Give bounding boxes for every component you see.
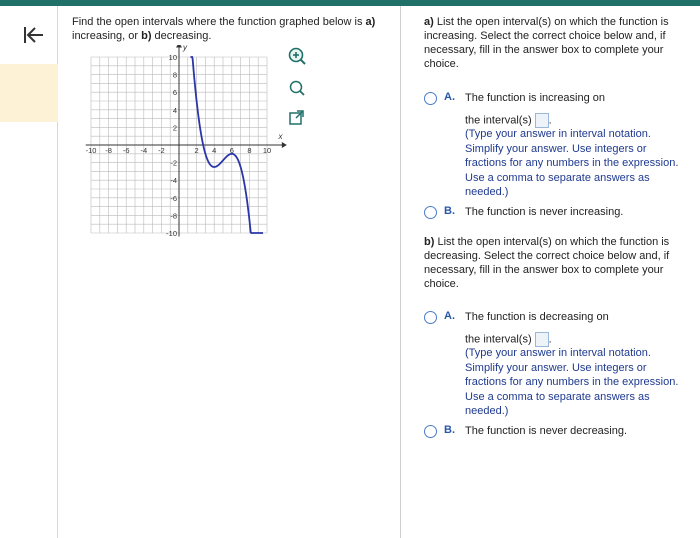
- part-a-option-a[interactable]: [424, 91, 690, 201]
- part-b-option-b-radio[interactable]: [424, 425, 437, 438]
- y-tick-label: -4: [170, 176, 177, 186]
- zoom-out-icon: [287, 78, 307, 98]
- interval-line: the interval(s) .: [465, 114, 552, 127]
- part-b-option-b[interactable]: [424, 424, 690, 440]
- part-a-answer-box[interactable]: [535, 113, 549, 128]
- zoom-in-icon: [287, 46, 307, 66]
- x-axis-label: x: [278, 132, 283, 141]
- option-text: The function is decreasing on: [465, 311, 609, 323]
- x-axis-arrow: [282, 142, 287, 148]
- y-tick-label: 4: [172, 105, 177, 115]
- part-b-hint: (Type your answer in interval notation. Simplify your answer. Use integers or fractions for any numbers in the expression. Use a comma to separate answers as needed.): [465, 347, 679, 418]
- y-tick-label: -2: [170, 158, 177, 168]
- x-tick-label: 2: [194, 146, 199, 155]
- zoom-in-button[interactable]: [287, 46, 307, 66]
- x-tick-label: -2: [158, 146, 165, 155]
- option-text: The function is increasing on: [465, 92, 606, 104]
- back-to-start-icon: [22, 24, 46, 46]
- panel-divider: [400, 6, 401, 538]
- x-tick-label: -4: [140, 146, 148, 155]
- option-text: The function is never increasing.: [465, 206, 624, 218]
- y-tick-label: 2: [172, 123, 177, 133]
- y-tick-label: -10: [166, 229, 177, 238]
- part-b-answer-box[interactable]: [535, 332, 549, 347]
- option-text: The function is never decreasing.: [465, 425, 628, 437]
- interval-line: the interval(s) .: [465, 333, 552, 346]
- y-tick-label: -6: [170, 193, 177, 203]
- x-tick-label: -8: [105, 146, 112, 155]
- x-tick-label: -6: [122, 146, 130, 155]
- part-a-hint: (Type your answer in interval notation. Simplify your answer. Use integers or fractions for any numbers in the expression. Use a comma to separate answers as needed.): [465, 128, 679, 199]
- x-tick-label: 4: [212, 146, 217, 155]
- rail-highlight: [0, 64, 58, 122]
- top-accent-bar: [0, 0, 700, 6]
- y-tick-label: 8: [172, 70, 177, 80]
- popout-button[interactable]: [287, 108, 307, 128]
- x-tick-label: 8: [247, 146, 252, 155]
- part-b-option-a-radio[interactable]: [424, 311, 437, 324]
- x-tick-label: 10: [262, 146, 272, 155]
- option-letter: A.: [444, 310, 455, 322]
- part-a-option-a-radio[interactable]: [424, 92, 437, 105]
- x-tick-label: -10: [85, 146, 97, 155]
- y-tick-label: 10: [168, 53, 177, 62]
- function-graph: [72, 45, 287, 248]
- part-a-option-b[interactable]: [424, 205, 690, 221]
- question-text: Find the open intervals where the function graphed below is a) increasing, or b) decreasing.: [72, 16, 376, 42]
- y-tick-label: 6: [172, 88, 177, 98]
- part-a-prompt: a) List the open interval(s) on which the function is increasing. Select the correct choice below and, if necessary, fill in the answer box to complete your choice.: [424, 16, 669, 70]
- option-letter: B.: [444, 424, 455, 436]
- popout-icon: [287, 108, 307, 128]
- part-a-option-b-radio[interactable]: [424, 206, 437, 219]
- part-b-option-a[interactable]: [424, 310, 690, 420]
- option-letter: B.: [444, 205, 455, 217]
- y-axis-label: y: [183, 45, 187, 53]
- y-axis-arrow: [176, 45, 182, 47]
- x-tick-label: 6: [229, 146, 234, 155]
- y-tick-label: -8: [170, 211, 177, 221]
- option-letter: A.: [444, 91, 455, 103]
- zoom-out-button[interactable]: [287, 78, 307, 98]
- graph-svg: [72, 45, 287, 245]
- back-to-start-button[interactable]: [22, 24, 46, 46]
- axes: [86, 45, 287, 237]
- part-b-prompt: b) List the open interval(s) on which the function is decreasing. Select the correct choice below and, if necessary, fill in the answer box to complete your choice.: [424, 236, 670, 290]
